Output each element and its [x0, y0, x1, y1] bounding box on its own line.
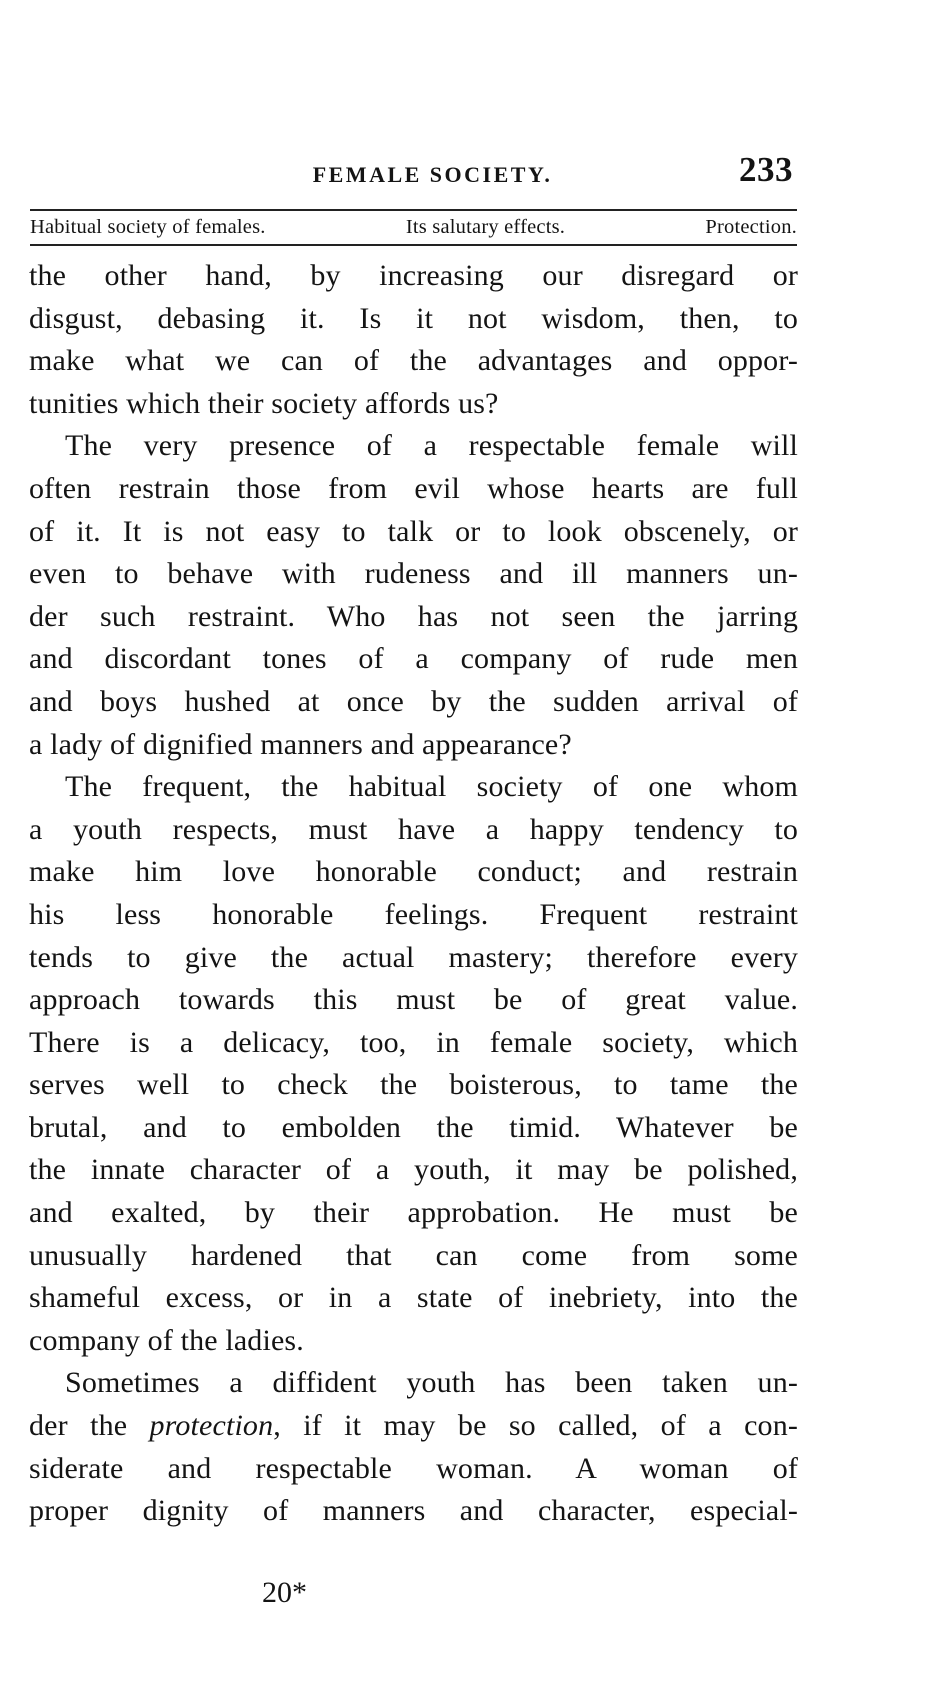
- text-line: and exalted, by their approbation. He must be: [29, 1196, 798, 1230]
- header-rule-bottom: [30, 244, 797, 246]
- italic-emphasis: protection: [149, 1409, 274, 1443]
- text-line: make him love honorable conduct; and restrain: [29, 855, 798, 889]
- text-line: The very presence of a respectable female will: [65, 429, 798, 463]
- text-line: der such restraint. Who has not seen the jarring: [29, 599, 798, 633]
- text-line: and discordant tones of a company of rude men: [29, 642, 798, 676]
- text-line: tunities which their society affords us?: [29, 386, 499, 420]
- text-line: the innate character of a youth, it may be polished,: [29, 1153, 798, 1187]
- text-line: disgust, debasing it. Is it not wisdom, then, to: [29, 301, 798, 335]
- header-rule-top: [30, 209, 797, 211]
- text-line: brutal, and to embolden the timid. Whatever be: [29, 1110, 798, 1144]
- text-line: approach towards this must be of great value.: [29, 983, 798, 1017]
- text-line: There is a delicacy, too, in female society, which: [29, 1025, 798, 1059]
- running-head-title: FEMALE SOCIETY.: [312, 162, 553, 187]
- text-line: the other hand, by increasing our disregard or: [29, 259, 798, 292]
- text-line: of it. It is not easy to talk or to look obscenely, or: [29, 514, 798, 548]
- text-line: The frequent, the habitual society of one whom: [65, 770, 798, 804]
- text-line: Sometimes a diffident youth has been taken un-: [65, 1366, 798, 1400]
- text-line: even to behave with rudeness and ill manners un-: [29, 557, 798, 591]
- text-line: and boys hushed at once by the sudden arrival of: [29, 684, 798, 718]
- running-head: [30, 148, 795, 200]
- text-line: make what we can of the advantages and oppor-: [29, 344, 798, 378]
- text-line: unusually hardened that can come from some: [29, 1238, 798, 1272]
- text-line: proper dignity of manners and character, especial-: [29, 1494, 798, 1528]
- text-line: company of the ladies.: [29, 1323, 304, 1357]
- text-line: tends to give the actual mastery; therefore every: [29, 940, 798, 974]
- signature-mark: 20*: [262, 1576, 307, 1609]
- topic-salutary-effects: Its salutary effects.: [405, 215, 566, 238]
- text-line: his less honorable feelings. Frequent restraint: [29, 897, 798, 931]
- topic-line: [30, 212, 797, 242]
- text-line: serves well to check the boisterous, to tame the: [29, 1068, 798, 1102]
- text-line: a youth respects, must have a happy tendency to: [29, 812, 798, 846]
- topic-protection: Protection.: [705, 215, 797, 238]
- text-line: a lady of dignified manners and appearance?: [29, 727, 572, 761]
- text-line: siderate and respectable woman. A woman of: [29, 1451, 798, 1485]
- text-line: der the protection, if it may be so called, of a con-: [29, 1409, 798, 1443]
- body-text: [29, 255, 798, 1533]
- page-number: 233: [739, 150, 793, 189]
- topic-habitual-society: Habitual society of females.: [30, 215, 266, 238]
- text-line: shameful excess, or in a state of inebriety, into the: [29, 1281, 798, 1315]
- text-line: often restrain those from evil whose hearts are full: [29, 471, 798, 505]
